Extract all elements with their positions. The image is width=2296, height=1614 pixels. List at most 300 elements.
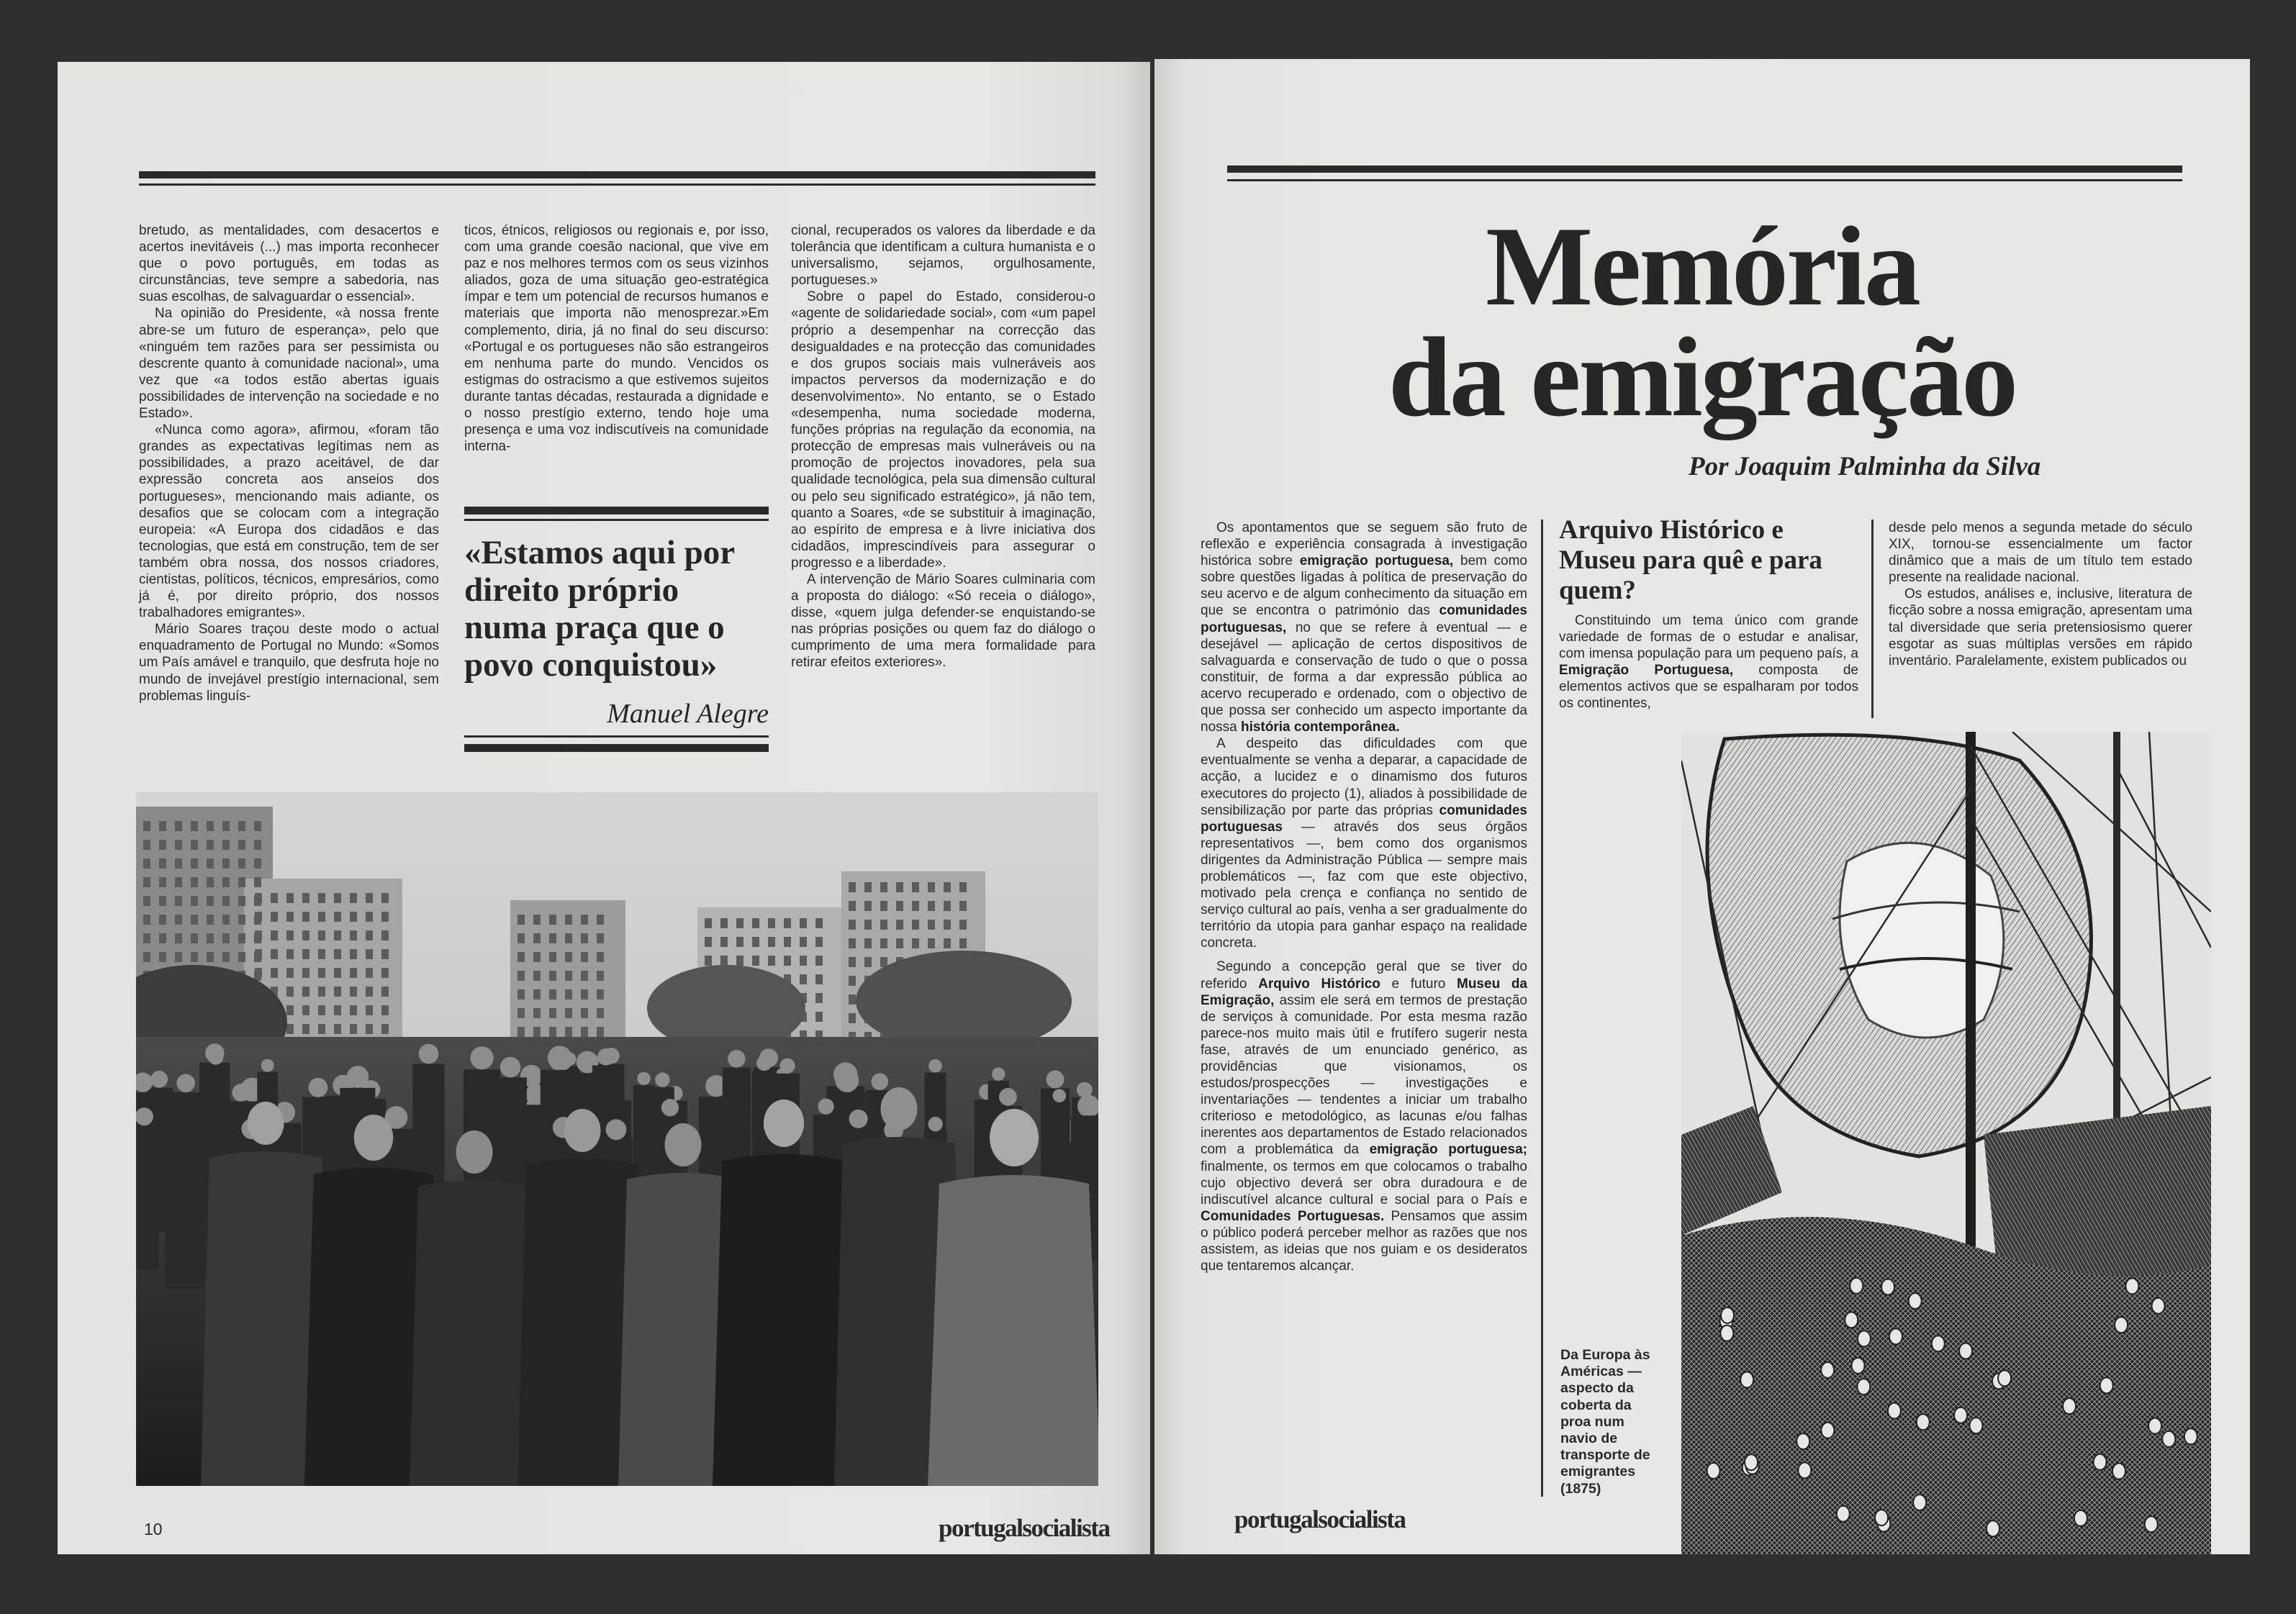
window bbox=[159, 915, 166, 925]
text-run: Sobre o papel do Estado, considerou-o «agente de solidariedade social», com «um papel próprio a desempenhar na correcção das desigualdades e na protecção das comunidades e dos grupos sociais mais vulneráveis aos impactos perversos da modernização e do desenvolvimento». No entanto, se o Estado «desempenha, numa sociedade moderna, funções próprias na regulação da economia, na protecção de empresas mais vulneráveis ou na promoção de projectos inovadores, pela sua qualidade tecnológica, pela sua dimensão cultural ou pelo seu significado estratégico», já não tem, quanto a Soares, «de se substituir à imaginação, ao espírito de empresa e à livre iniciativa dos cidadãos, imprescindíveis para assegurar o progresso e a liberdade». bbox=[791, 289, 1095, 571]
window bbox=[255, 930, 262, 940]
window bbox=[302, 930, 309, 940]
figure-head bbox=[2152, 1298, 2165, 1314]
window bbox=[191, 915, 198, 925]
window bbox=[720, 918, 728, 928]
window bbox=[581, 989, 588, 999]
window bbox=[944, 938, 951, 948]
window bbox=[254, 821, 261, 831]
image-caption: Da Europa às Américas — aspecto da coberta da proa num navio de transporte de emigrantes (1875) bbox=[1560, 1347, 1650, 1497]
window bbox=[533, 933, 541, 943]
window bbox=[191, 877, 198, 887]
person-body bbox=[713, 1154, 855, 1486]
window bbox=[366, 968, 373, 978]
window bbox=[705, 918, 712, 928]
window bbox=[597, 915, 604, 925]
window bbox=[207, 896, 214, 906]
window bbox=[533, 989, 541, 999]
bold-text: comunidades portuguesas bbox=[1201, 802, 1527, 835]
person-head bbox=[655, 1072, 669, 1087]
person-head bbox=[456, 1130, 493, 1174]
article-column-3 bbox=[1889, 520, 2192, 669]
window bbox=[286, 1024, 294, 1034]
window bbox=[800, 974, 807, 984]
window bbox=[366, 893, 373, 903]
window bbox=[254, 840, 261, 850]
window bbox=[350, 1024, 357, 1034]
person-head bbox=[928, 1117, 943, 1131]
paragraph bbox=[791, 571, 1095, 671]
window bbox=[912, 938, 919, 948]
person-head bbox=[176, 1074, 194, 1092]
window bbox=[565, 952, 572, 962]
paragraph bbox=[1889, 520, 2192, 586]
window bbox=[238, 840, 245, 850]
header-rule-thick bbox=[1227, 166, 2182, 173]
figure-head bbox=[1998, 1370, 2011, 1386]
bold-text: Museu da Emigração, bbox=[1201, 976, 1528, 1008]
window bbox=[222, 915, 230, 925]
window bbox=[175, 933, 182, 943]
text-run: Constituindo um tema único com grande variedade de formas de o estudar e analisar, com imensa população para um pequeno país, a bbox=[1559, 613, 1858, 662]
figure-head bbox=[1909, 1293, 1922, 1309]
window bbox=[334, 912, 341, 922]
window bbox=[318, 930, 325, 940]
column-divider bbox=[1541, 520, 1543, 1497]
article-column-2 bbox=[1559, 612, 1858, 712]
window bbox=[255, 893, 262, 903]
article-column-1 bbox=[1201, 520, 1527, 1274]
figure-head bbox=[1959, 1343, 1972, 1359]
window bbox=[207, 933, 214, 943]
person-head bbox=[1053, 1089, 1067, 1102]
window bbox=[864, 882, 872, 892]
bold-text: Arquivo Histórico bbox=[1258, 976, 1380, 992]
window bbox=[175, 840, 182, 850]
window bbox=[533, 915, 541, 925]
window bbox=[896, 882, 903, 892]
window bbox=[159, 896, 166, 906]
window bbox=[768, 937, 775, 947]
paragraph bbox=[1559, 612, 1858, 712]
window bbox=[849, 901, 856, 911]
window bbox=[366, 930, 373, 940]
window bbox=[944, 901, 951, 911]
window bbox=[318, 987, 325, 997]
window bbox=[565, 933, 572, 943]
person-head bbox=[881, 1087, 918, 1130]
window bbox=[191, 933, 198, 943]
rally-crowd-photo bbox=[136, 792, 1098, 1486]
masthead-right: portugalsocialista bbox=[1234, 1505, 1406, 1533]
figure-head bbox=[1720, 1325, 1733, 1341]
window bbox=[815, 937, 823, 947]
window bbox=[222, 821, 230, 831]
window bbox=[222, 933, 230, 943]
window bbox=[912, 901, 919, 911]
window bbox=[565, 989, 572, 999]
window bbox=[549, 1027, 556, 1037]
window bbox=[286, 912, 294, 922]
person-head bbox=[999, 1088, 1017, 1106]
window bbox=[736, 937, 744, 947]
window bbox=[959, 901, 967, 911]
window bbox=[238, 877, 245, 887]
window bbox=[849, 1013, 856, 1023]
person-head bbox=[208, 1050, 223, 1065]
window bbox=[849, 957, 856, 967]
window bbox=[880, 920, 887, 930]
window bbox=[944, 920, 951, 930]
masthead-left: portugalsocialista bbox=[939, 1514, 1110, 1542]
text-run: assim ele será em termos de prestação de serviços à comunidade. Por esta mesma razão parece-nos muito mais útil e frutífero sugerir nesta fase, através de um enunciado genérico, as providências que visionamos, os estudos/prospecções — investigações e inventariações — tendentes a iniciar um trabalho criterioso e metodológico, as lacunas e/ou falhas inerentes aos departamentos de Estado relacionados com a problemática da bbox=[1201, 992, 1527, 1158]
window bbox=[207, 840, 214, 850]
figure-head bbox=[2094, 1454, 2107, 1470]
person-head bbox=[871, 1073, 888, 1090]
window bbox=[238, 952, 245, 962]
window bbox=[191, 896, 198, 906]
window bbox=[597, 1027, 604, 1037]
window bbox=[175, 821, 182, 831]
window bbox=[705, 937, 712, 947]
paragraph bbox=[139, 621, 439, 704]
window bbox=[159, 877, 166, 887]
text-run: composta de elementos activos que se espalharam por todos os continentes, bbox=[1559, 663, 1858, 712]
window bbox=[318, 968, 325, 978]
window bbox=[255, 968, 262, 978]
window bbox=[565, 1027, 572, 1037]
figure-head bbox=[1932, 1336, 1945, 1351]
pull-quote-author: Manuel Alegre bbox=[607, 699, 769, 729]
paragraph bbox=[791, 222, 1095, 289]
window bbox=[800, 937, 807, 947]
text-run: Mário Soares traçou deste modo o actual enquadramento de Portugal no Mundo: «Somos um País amável e tranquilo, que desfruta hoje no mundo de invejável prestígio internacional, sem problemas linguís- bbox=[139, 622, 439, 704]
person-head bbox=[470, 1046, 493, 1069]
window bbox=[255, 912, 262, 922]
window bbox=[864, 957, 872, 967]
person-head bbox=[835, 1069, 859, 1092]
window bbox=[334, 949, 341, 959]
window bbox=[175, 858, 182, 869]
figure-head bbox=[2162, 1431, 2175, 1447]
window bbox=[381, 893, 389, 903]
window bbox=[159, 858, 166, 869]
text-run: Pensamos que assim o público poderá perceber melhor as razões que nos assistem, as ideias que nos guiam e os desideratos que tentaremos alcançar. bbox=[1201, 1208, 1527, 1274]
window bbox=[800, 956, 807, 966]
window bbox=[815, 956, 823, 966]
window bbox=[222, 858, 230, 869]
figure-head bbox=[1740, 1372, 1753, 1387]
paragraph bbox=[1889, 586, 2192, 668]
window bbox=[959, 938, 967, 948]
window bbox=[254, 877, 261, 887]
window bbox=[254, 858, 261, 869]
person-head bbox=[150, 1071, 168, 1088]
text-run: Os estudos, análises e, inclusive, literatura de ficção sobre a nossa emigração, apresentam uma tal diversidade que seria pretensiosismo querer esgotar as suas múltiplas versões em rápido inventário. Paralelamente, existem publicados ou bbox=[1889, 586, 2192, 668]
window bbox=[175, 915, 182, 925]
text-run: desde pelo menos a segunda metade do século XIX, tornou-se essencialmente um factor dinâmico que a mais de um título tem estado presente na realidade nacional. bbox=[1889, 520, 2192, 586]
window bbox=[565, 971, 572, 981]
window bbox=[350, 949, 357, 959]
paragraph bbox=[1201, 520, 1527, 735]
window bbox=[533, 952, 541, 962]
window bbox=[768, 956, 775, 966]
window bbox=[597, 971, 604, 981]
window bbox=[705, 956, 712, 966]
window bbox=[366, 987, 373, 997]
window bbox=[533, 1008, 541, 1018]
window bbox=[880, 901, 887, 911]
window bbox=[207, 915, 214, 925]
window bbox=[815, 974, 823, 984]
window bbox=[271, 949, 278, 959]
figure-head bbox=[1970, 1418, 1983, 1433]
window bbox=[381, 1024, 389, 1034]
window bbox=[318, 949, 325, 959]
window bbox=[944, 882, 951, 892]
figure-head bbox=[2074, 1510, 2087, 1526]
column-divider bbox=[1871, 520, 1874, 718]
quote-rule-bottom-thick bbox=[464, 744, 769, 752]
person-head bbox=[261, 1059, 274, 1072]
window bbox=[350, 893, 357, 903]
person-head bbox=[849, 1110, 868, 1128]
window bbox=[366, 912, 373, 922]
window bbox=[271, 930, 278, 940]
window bbox=[143, 915, 150, 925]
window bbox=[959, 882, 967, 892]
person-head bbox=[990, 1109, 1039, 1166]
window bbox=[191, 821, 198, 831]
window bbox=[565, 1008, 572, 1018]
paragraph bbox=[139, 222, 439, 305]
figure-head bbox=[1858, 1330, 1871, 1346]
window bbox=[517, 915, 525, 925]
window bbox=[880, 938, 887, 948]
person-head bbox=[665, 1123, 702, 1166]
window bbox=[191, 952, 198, 962]
window bbox=[581, 1008, 588, 1018]
window bbox=[366, 1005, 373, 1015]
text-run: Os apontamentos que se seguem são fruto de reflexão e experiência consagrada à investigação histórica sobre bbox=[1201, 520, 1527, 569]
person-head bbox=[347, 1066, 369, 1088]
bold-text: Emigração Portuguesa, bbox=[1559, 663, 1734, 679]
bold-text: emigração portuguesa, bbox=[1299, 553, 1454, 569]
window bbox=[597, 989, 604, 999]
window bbox=[302, 987, 309, 997]
window bbox=[222, 877, 230, 887]
window bbox=[222, 952, 230, 962]
window bbox=[581, 915, 588, 925]
window bbox=[318, 1005, 325, 1015]
window bbox=[815, 1012, 823, 1022]
window bbox=[271, 893, 278, 903]
window bbox=[880, 882, 887, 892]
person-head bbox=[756, 1056, 772, 1071]
window bbox=[800, 918, 807, 928]
window bbox=[318, 1024, 325, 1034]
window bbox=[350, 968, 357, 978]
window bbox=[143, 952, 150, 962]
window bbox=[720, 956, 728, 966]
window bbox=[334, 930, 341, 940]
text-run: «Nunca como agora», afirmou, «foram tão grandes as expectativas legítimas nem as possibilidades, a prazo aceitável, de dar expressão concreta aos anseios dos portugueses», mencionando mais adiante, os desafios que se colocam com a integração europeia: «A Europa dos cidadãos e das tecnologias, que está em construção, tem de ser também obra nossa, dos nossos criadores, cientistas, políticos, técnicos, empresários, como já é, por direito próprio, dos nossos trabalhadores emigrantes». bbox=[139, 422, 439, 621]
window bbox=[207, 821, 214, 831]
window bbox=[286, 930, 294, 940]
page-number: 10 bbox=[144, 1520, 163, 1538]
bold-text: história contemporânea. bbox=[1240, 720, 1400, 735]
figure-head bbox=[1821, 1423, 1834, 1438]
text-run: Na opinião do Presidente, «à nossa frente abre-se um futuro de esperança», pelo que «ninguém tem razões para ser pessimista ou descrente quanto à comunidade nacional», uma vez que «a todos estão abertas iguais possibilidades de intervenção na sociedade e no Estado». bbox=[139, 306, 439, 422]
window bbox=[752, 956, 759, 966]
window bbox=[549, 989, 556, 999]
window bbox=[302, 912, 309, 922]
window bbox=[736, 956, 744, 966]
person-head bbox=[1082, 1101, 1096, 1115]
window bbox=[880, 957, 887, 967]
window bbox=[350, 1005, 357, 1015]
person-head bbox=[928, 1059, 942, 1073]
window bbox=[143, 933, 150, 943]
paragraph bbox=[139, 305, 439, 422]
text-run: A despeito das dificuldades com que eventualmente se venha a deparar, a capacidade de acção, a lucidez e o dinamismo dos futuros executores do projecto (1), aliados à possibilidade de sensibilização por parte das próprias bbox=[1201, 736, 1527, 818]
person-head bbox=[992, 1068, 1005, 1081]
figure-head bbox=[1796, 1433, 1809, 1449]
window bbox=[175, 896, 182, 906]
person-head bbox=[308, 1078, 327, 1097]
text-run: A intervenção de Mário Soares culminaria com a proposta do diálogo: «Só receia o diálogo», disse, «quem julga defender-se enquistando-se nas próprias posições ou quem faz do diálogo o cumprimento de uma mera formalidade para retirar efeitos exteriores». bbox=[791, 571, 1095, 671]
person-head bbox=[419, 1044, 439, 1064]
window bbox=[517, 989, 525, 999]
header-rule-thin bbox=[1227, 179, 2182, 181]
window bbox=[143, 877, 150, 887]
article-column-3 bbox=[791, 222, 1095, 671]
window bbox=[864, 920, 872, 930]
figure-head bbox=[1917, 1414, 1930, 1430]
window bbox=[597, 1008, 604, 1018]
window bbox=[581, 971, 588, 981]
window bbox=[849, 976, 856, 986]
figure-head bbox=[2100, 1377, 2113, 1393]
figure-head bbox=[1845, 1312, 1858, 1328]
figure-head bbox=[2145, 1516, 2158, 1532]
window bbox=[207, 952, 214, 962]
window bbox=[238, 896, 245, 906]
bold-text: comunidades portuguesas, bbox=[1201, 603, 1527, 635]
window bbox=[864, 901, 872, 911]
window bbox=[849, 938, 856, 948]
paragraph bbox=[791, 289, 1095, 571]
figure-head bbox=[2063, 1398, 2076, 1414]
person-head bbox=[1047, 1070, 1065, 1088]
window bbox=[222, 896, 230, 906]
window bbox=[159, 933, 166, 943]
emigrant-ship-engraving bbox=[1681, 732, 2211, 1554]
person-head bbox=[779, 1058, 795, 1074]
figure-head bbox=[2184, 1428, 2197, 1444]
window bbox=[959, 920, 967, 930]
window bbox=[334, 968, 341, 978]
window bbox=[549, 952, 556, 962]
person-body bbox=[928, 1175, 1098, 1486]
figure-head bbox=[1798, 1462, 1811, 1478]
person-head bbox=[248, 1102, 284, 1145]
paragraph bbox=[1201, 735, 1527, 951]
window bbox=[549, 933, 556, 943]
window bbox=[597, 952, 604, 962]
window bbox=[286, 968, 294, 978]
person-head bbox=[764, 1100, 804, 1147]
window bbox=[159, 821, 166, 831]
text-run: Segundo a concepção geral que se tiver do referido bbox=[1201, 959, 1527, 992]
window bbox=[159, 840, 166, 850]
person-head bbox=[232, 1084, 250, 1102]
figure-head bbox=[2115, 1317, 2128, 1333]
figure-head bbox=[1837, 1506, 1850, 1522]
figure-head bbox=[1888, 1403, 1901, 1419]
window bbox=[255, 949, 262, 959]
window bbox=[849, 882, 856, 892]
window bbox=[302, 1024, 309, 1034]
window bbox=[222, 840, 230, 850]
figure-head bbox=[1875, 1510, 1888, 1525]
person-body bbox=[171, 1092, 201, 1236]
window bbox=[896, 901, 903, 911]
text-run: no que se refere à eventual — e desejável — aplicação de certos dispositivos de salvaguarda e conservação de tudo o que o possa constituir, de forma a dar expressão pública ao acervo recuperado e ordenado, com o objectivo de que possa ser conhecido um aspecto importante da nossa bbox=[1201, 620, 1527, 735]
window bbox=[175, 952, 182, 962]
window bbox=[815, 993, 823, 1003]
window bbox=[517, 933, 525, 943]
text-run: finalmente, os termos em que colocamos o trabalho cujo objectivo deverá ser obra duradoura e de indiscutível alcance cultural e social para o País e bbox=[1201, 1159, 1527, 1207]
person-head bbox=[548, 1046, 572, 1070]
figure-head bbox=[1852, 1358, 1865, 1374]
window bbox=[334, 1005, 341, 1015]
person-head bbox=[728, 1050, 745, 1067]
figure-head bbox=[1987, 1520, 1999, 1536]
text-run: cional, recuperados os valores da liberdade e da tolerância que identificam a cultura humanista e o universalismo, sejamos, orgulhosamente, portugueses.» bbox=[791, 223, 1095, 289]
window bbox=[581, 952, 588, 962]
window bbox=[381, 949, 389, 959]
window bbox=[286, 893, 294, 903]
window bbox=[143, 858, 150, 869]
pull-quote-text: «Estamos aqui por direito próprio numa praça que o povo conquistou» bbox=[464, 534, 735, 684]
window bbox=[143, 896, 150, 906]
window bbox=[581, 1027, 588, 1037]
window bbox=[864, 938, 872, 948]
figure-head bbox=[1857, 1379, 1870, 1395]
window bbox=[928, 901, 935, 911]
window bbox=[302, 968, 309, 978]
header-rule-thick bbox=[139, 171, 1095, 178]
window bbox=[815, 918, 823, 928]
window bbox=[271, 968, 278, 978]
window bbox=[517, 952, 525, 962]
text-run: ticos, étnicos, religiosos ou regionais e, por isso, com uma grande coesão nacional, que vive em paz e nos melhores termos com os seus vizinhos aliados, goza de uma situação geo-estratégica ímpar e tem um potencial de recursos humanos e materiais que importa não menosprezar.»Em complemento, diria, já no final do seu discurso: «Portugal e os portugueses não são estrangeiros em nenhuma parte do mundo. Vencidos os estigmas do ostracismo a que estivemos sujeitos durante tantas décadas, restaurada a dignidade e o nosso prestígio externo, tendo hoje uma presença e uma voz indiscutíveis na comunidade interna- bbox=[464, 223, 769, 455]
window bbox=[286, 949, 294, 959]
figure-head bbox=[2148, 1418, 2161, 1434]
window bbox=[597, 933, 604, 943]
window bbox=[318, 893, 325, 903]
window bbox=[768, 918, 775, 928]
window bbox=[581, 933, 588, 943]
window bbox=[159, 952, 166, 962]
figure-head bbox=[1881, 1279, 1894, 1295]
figure-head bbox=[1954, 1407, 1967, 1423]
figure-head bbox=[1721, 1307, 1734, 1323]
window bbox=[175, 877, 182, 887]
article-column-1 bbox=[139, 222, 439, 704]
window bbox=[849, 920, 856, 930]
